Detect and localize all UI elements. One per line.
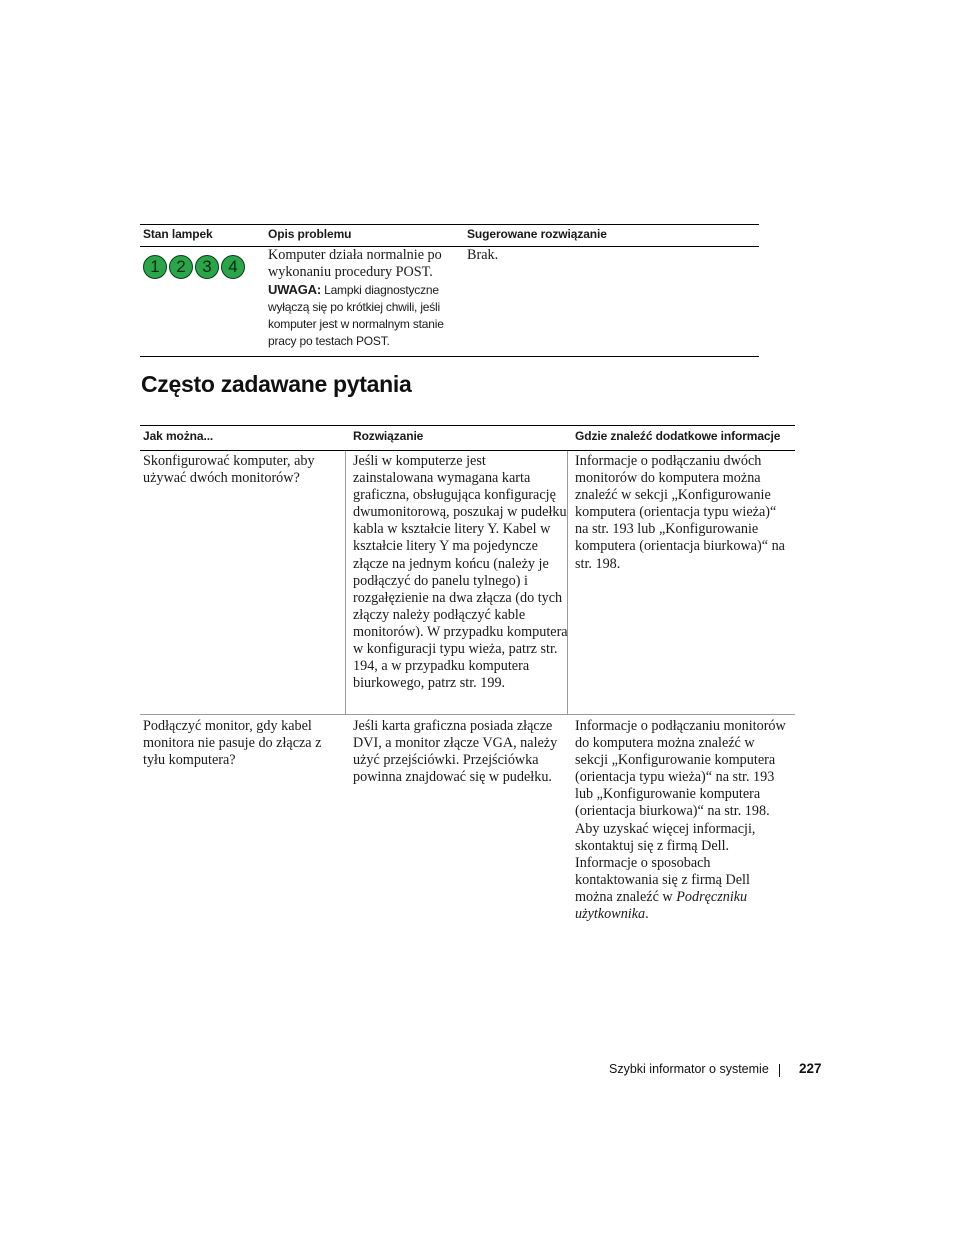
faq-solution-2: Jeśli karta graficzna posiada złącze DVI, a monitor złącze VGA, należy użyć przejściówki. Przejściówka powinna znajdować się w pudełku. bbox=[353, 718, 558, 786]
led-4-icon: 4 bbox=[221, 255, 245, 279]
diagnostic-lights-table bbox=[140, 224, 759, 357]
column-divider bbox=[345, 451, 346, 715]
row-divider bbox=[140, 714, 795, 715]
section-title: Często zadawane pytania bbox=[141, 371, 412, 397]
problem-description: Komputer działa normalnie po wykonaniu procedury POST. bbox=[268, 247, 442, 280]
faq-info-1: Informacje o podłączaniu dwóch monitorów do komputera można znaleźć w sekcji „Konfigurowanie komputera (orientacja typu wieża)“ na str. 193 lub „Konfigurowanie komputera (orientacja biurkowa)“ na str. 198. bbox=[575, 453, 785, 572]
header-how-to: Jak można... bbox=[143, 429, 214, 443]
led-2-icon: 2 bbox=[169, 255, 193, 279]
table-bottom-rule bbox=[140, 356, 759, 357]
diagnostic-lights bbox=[143, 255, 245, 279]
faq-question-2: Podłączyć monitor, gdy kabel monitora nie pasuje do złącza z tyłu komputera? bbox=[143, 718, 322, 769]
header-solution: Rozwiązanie bbox=[353, 429, 424, 443]
header-rule bbox=[140, 450, 795, 451]
header-suggested-solution: Sugerowane rozwiązanie bbox=[467, 227, 607, 241]
header-light-status: Stan lampek bbox=[143, 227, 213, 241]
solution-cell: Brak. bbox=[467, 247, 499, 263]
faq-info-2-paragraph-2 bbox=[575, 821, 791, 924]
note-text: Lampki diagnostyczne wyłączą się po krótkiej chwili, jeśli komputer jest w normalnym stanie pracy po testach POST. bbox=[268, 283, 444, 348]
faq-question-1: Skonfigurować komputer, aby używać dwóch monitorów? bbox=[143, 453, 315, 487]
faq-info-2-text: Aby uzyskać więcej informacji, skontaktuj się z firmą Dell. Informacje o sposobach kontaktowania się z firmą Dell można znaleźć w bbox=[575, 820, 756, 905]
footer-divider bbox=[779, 1064, 780, 1077]
note-label: UWAGA: bbox=[268, 282, 321, 297]
problem-description-cell bbox=[268, 247, 456, 350]
led-3-icon: 3 bbox=[195, 255, 219, 279]
table-top-rule bbox=[140, 425, 795, 426]
footer-title: Szybki informator o systemie bbox=[609, 1062, 769, 1076]
faq-info-2-paragraph-1: Informacje o podłączaniu monitorów do komputera można znaleźć w sekcji „Konfigurowanie komputera (orientacja typu wieża)“ na str. 193 lub „Konfigurowanie komputera (orientacja biurkowa)“ na str. 198. bbox=[575, 718, 786, 820]
faq-info-2 bbox=[575, 718, 791, 923]
table-top-rule bbox=[140, 224, 759, 225]
faq-table bbox=[140, 425, 795, 925]
faq-info-2-end: . bbox=[645, 906, 649, 923]
header-problem-description: Opis problemu bbox=[268, 227, 352, 241]
page-number: 227 bbox=[799, 1061, 822, 1076]
note-block bbox=[268, 281, 456, 350]
faq-solution-1: Jeśli w komputerze jest zainstalowana wymagana karta graficzna, obsługująca konfigurację dwumonitorową, poszukaj w pudełku kabla w kształcie litery Y. Kabel w kształcie litery Y ma pojedyncze złącze na jednym końcu (należy je podłączyć do panelu tylnego) i rozgałęzienie na dwa złącza (do tych złączy należy podłączyć kable monitorów). W przypadku komputera w konfiguracji typu wieża, patrz str. 194, a w przypadku komputera biurkowego, patrz str. 199. bbox=[353, 453, 568, 692]
header-more-info: Gdzie znaleźć dodatkowe informacje bbox=[575, 429, 781, 443]
led-1-icon: 1 bbox=[143, 255, 167, 279]
users-guide-reference: Podręczniku użytkownika bbox=[575, 888, 748, 923]
